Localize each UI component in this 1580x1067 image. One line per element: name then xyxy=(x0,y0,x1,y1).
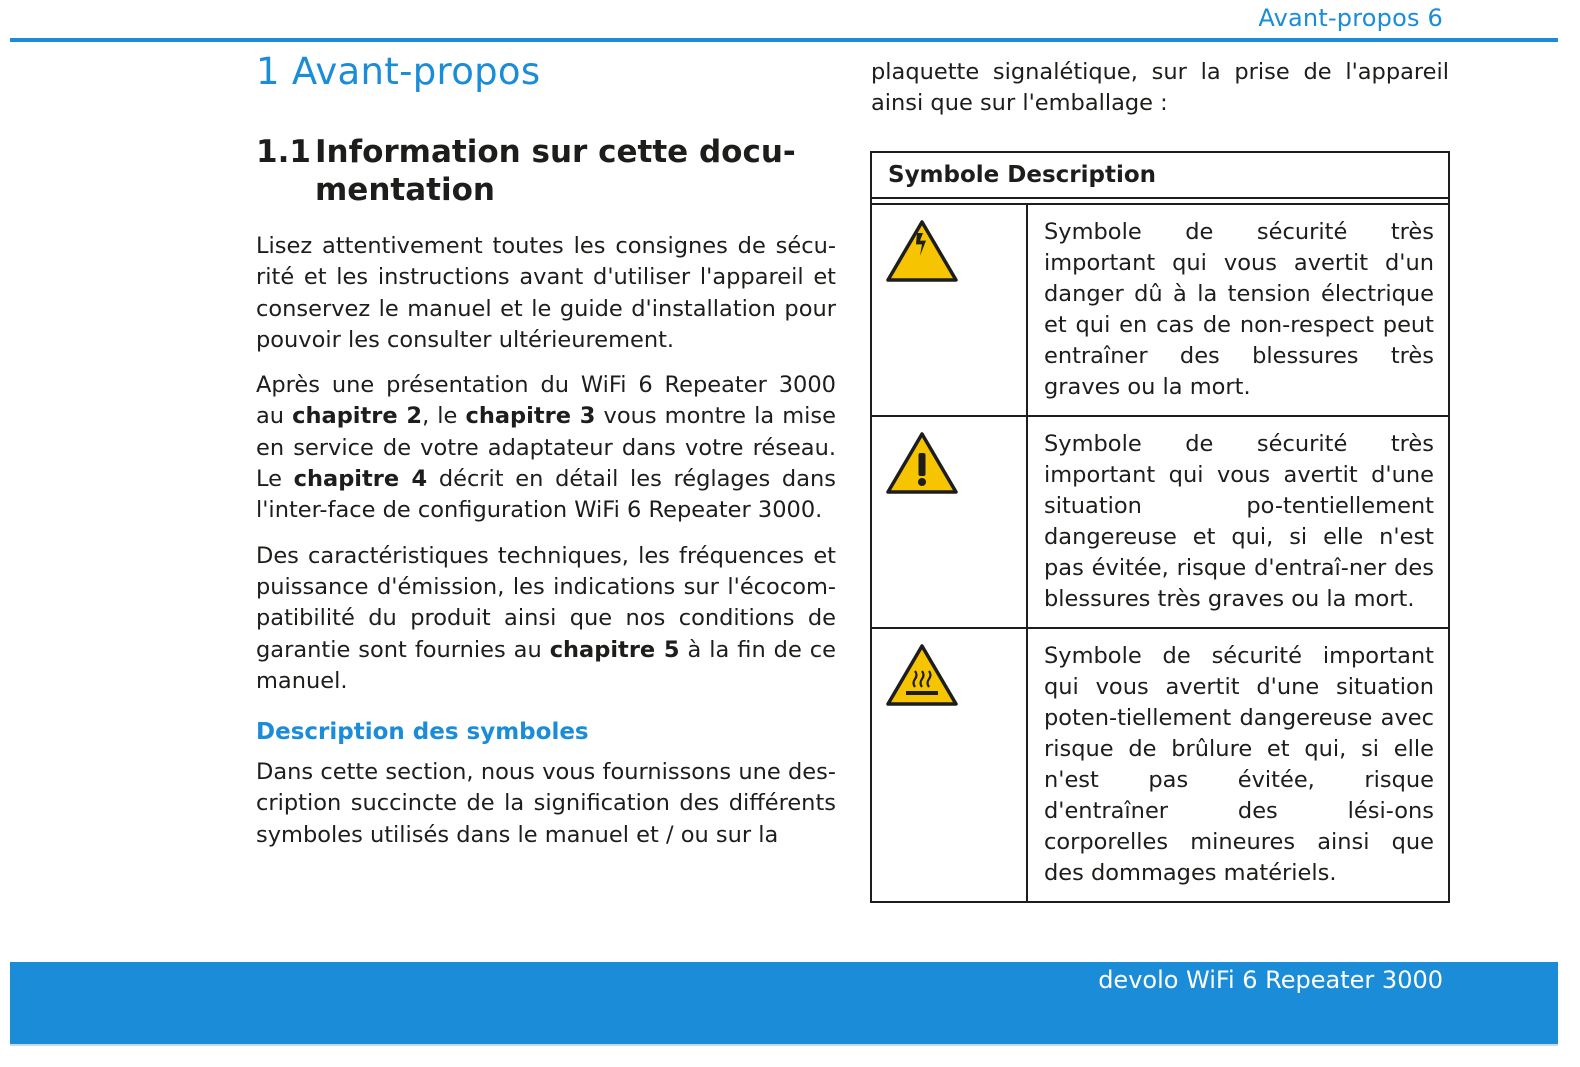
running-header: Avant-propos 6 xyxy=(1258,4,1443,32)
header-symbole: Symbole xyxy=(888,162,1000,188)
paragraph-chapters: Après une présentation du WiFi 6 Repeater 3000 au chapitre 2, le chapitre 3 vous montre la mise en service de votre adaptateur dans votre réseau. Le chapitre 4 décrit en détail les réglages dans l'inter-face de configuration WiFi 6 Repeater 3000. xyxy=(256,372,836,524)
header-rule xyxy=(10,38,1558,42)
right-column xyxy=(871,57,1449,119)
header-description: Description xyxy=(1007,162,1157,188)
footer-rule xyxy=(10,1044,1558,1046)
chapter-ref-4: chapitre 4 xyxy=(293,466,428,493)
chapter-title: 1 Avant-propos xyxy=(256,50,541,93)
table-header-row xyxy=(871,152,1449,198)
section-heading xyxy=(256,133,836,209)
symbol-description: Symbole de sécurité très important qui vous avertit d'une situation po-tentiellement dangereuse et qui, si elle n'est pas évitée, risque d'entraî-ner des blessures très graves ou la mort. xyxy=(1027,416,1449,628)
chapter-ref-3: chapitre 3 xyxy=(465,403,596,430)
table-row xyxy=(871,416,1449,628)
section-title: Information sur cette docu-mentation xyxy=(315,134,796,208)
table-row xyxy=(871,204,1449,416)
paragraph-symbols-intro: Dans cette section, nous vous fournissons une des-cription succincte de la signification des différents symboles utilisés dans le manuel et / ou sur la xyxy=(256,759,836,848)
symbols-table xyxy=(870,151,1450,903)
electric-shock-warning-icon xyxy=(886,219,958,283)
symbol-cell xyxy=(871,628,1027,902)
left-column xyxy=(256,50,836,851)
paragraph-symbols-cont: plaquette signalétique, sur la prise de l'appareil ainsi que sur l'emballage : xyxy=(871,59,1449,116)
chapter-ref-5: chapitre 5 xyxy=(549,636,680,663)
symbol-description: Symbole de sécurité important qui vous avertit d'une situation poten-tiellement dangereuse avec risque de brûlure et qui, si elle n'est pas évitée, risque d'entraîner des lési-ons corporelles mineures ainsi que des dommages matériels. xyxy=(1027,628,1449,902)
table-header xyxy=(871,152,1449,198)
symbol-cell xyxy=(871,204,1027,416)
chapter-ref-2: chapitre 2 xyxy=(292,403,423,430)
paragraph-specs: Des caractéristiques techniques, les fréquences et puissance d'émission, les indications sur l'écocom-patibilité du produit ainsi que nos conditions de garantie sont fournies au chapitre 5 à la fin de ce manuel. xyxy=(256,542,836,694)
table-row xyxy=(871,628,1449,902)
paragraph-intro: Lisez attentivement toutes les consignes de sécu-rité et les instructions avant d'utiliser l'appareil et conservez le manuel et le guide d'installation pour pouvoir les consulter ultérieurement. xyxy=(256,233,836,353)
symbol-cell xyxy=(871,416,1027,628)
hot-surface-warning-icon xyxy=(886,643,958,707)
general-warning-icon xyxy=(886,431,958,495)
section-number: 1.1 xyxy=(256,134,311,170)
symbol-description: Symbole de sécurité très important qui vous avertit d'un danger dû à la tension électrique et qui en cas de non-respect peut entraîner des blessures très graves ou la mort. xyxy=(1027,204,1449,416)
symbols-subheading: Description des symboles xyxy=(256,719,589,746)
footer-product-name: devolo WiFi 6 Repeater 3000 xyxy=(1098,966,1443,994)
